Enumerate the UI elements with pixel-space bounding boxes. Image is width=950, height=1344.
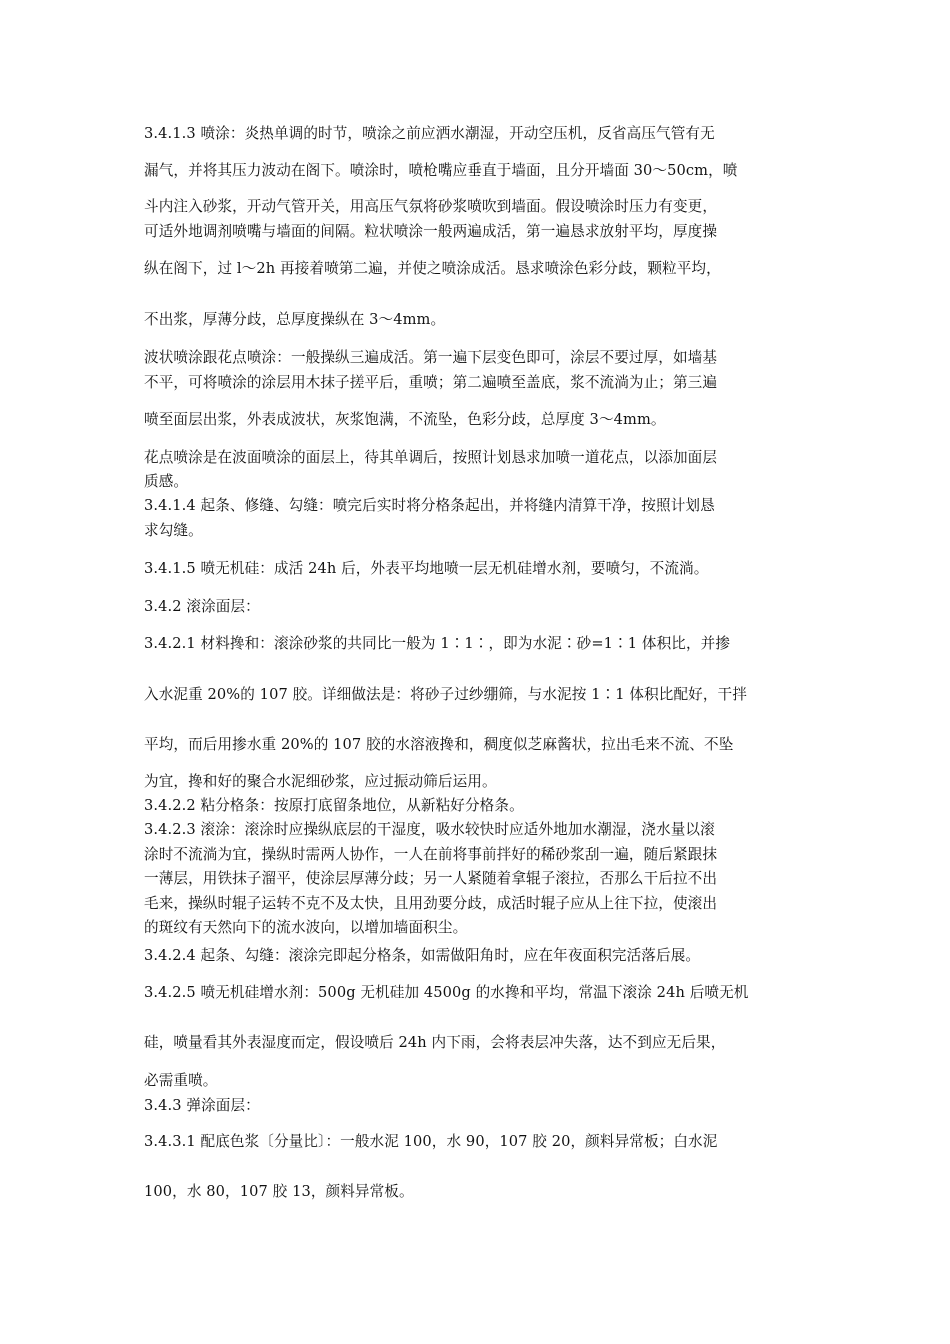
text-line: 不出浆，厚薄分歧，总厚度操纵在 3～4mm。 (144, 311, 446, 328)
text-line: 3.4.2.4 起条、勾缝：滚涂完即起分格条，如需做阳角时，应在年夜面积完活落后展。 (144, 947, 701, 964)
text-line: 3.4.2.1 材料搀和：滚涂砂浆的共同比一般为 1∶1∶，即为水泥∶砂=1∶1 体积比，并掺 (144, 635, 731, 652)
text-line: 3.4.1.4 起条、修缝、勾缝：喷完后实时将分格条起出，并将缝内清算干净，按照计划恳 (144, 497, 715, 514)
text-line: 求勾缝。 (144, 522, 203, 539)
text-line: 不平，可将喷涂的涂层用木抹子搓平后，重喷；第二遍喷至盖底，浆不流淌为止；第三遍 (144, 374, 718, 391)
text-line: 一薄层，用铁抹子溜平，使涂层厚薄分歧；另一人紧随着拿辊子滚拉，否那么干后拉不出 (144, 870, 718, 887)
text-line: 3.4.1.5 喷无机硅：成活 24h 后，外表平均地喷一层无机硅增水剂，要喷匀，不流淌。 (144, 560, 709, 577)
text-line: 纵在阁下，过 l～2h 再接着喷第二遍，并使之喷涂成活。恳求喷涂色彩分歧，颗粒平均， (144, 260, 721, 277)
text-line: 花点喷涂是在波面喷涂的面层上，待其单调后，按照计划恳求加喷一道花点，以添加面层 (144, 449, 718, 466)
text-line: 硅，喷量看其外表湿度而定，假设喷后 24h 内下雨，会将表层冲失落，达不到应无后果， (144, 1034, 726, 1051)
text-line: 波状喷涂跟花点喷涂：一般操纵三遍成活。第一遍下层变色即可，涂层不要过厚，如墙基 (144, 349, 718, 366)
text-line: 3.4.3 弹涂面层： (144, 1097, 260, 1114)
text-line: 斗内注入砂浆，开动气管开关，用高压气氛将砂浆喷吹到墙面。假设喷涂时压力有变更， (144, 198, 718, 215)
text-line: 毛来，操纵时辊子运转不克不及太快，且用劲要分歧，成活时辊子应从上往下拉，使滚出 (144, 895, 718, 912)
text-line: 平均，而后用掺水重 20%的 107 胶的水溶液搀和，稠度似芝麻酱状，拉出毛来不流、不坠 (144, 736, 734, 753)
text-line: 必需重喷。 (144, 1072, 218, 1089)
text-line: 3.4.2.5 喷无机硅增水剂：500g 无机硅加 4500g 的水搀和平均，常温下滚涂 24h 后喷无机 (144, 984, 749, 1001)
text-line: 可适外地调剂喷嘴与墙面的间隔。粒状喷涂一般两遍成活，第一遍恳求放射平均，厚度操 (144, 223, 718, 240)
text-line: 的斑纹有天然向下的流水波向，以增加墙面积尘。 (144, 919, 468, 936)
text-line: 3.4.2.3 滚涂：滚涂时应操纵底层的干湿度，吸水较快时应适外地加水潮湿，浇水量以滚 (144, 821, 715, 838)
text-line: 入水泥重 20%的 107 胶。详细做法是：将砂子过纱绷筛，与水泥按 1∶1 体积比配好，干拌 (144, 686, 747, 703)
text-line: 3.4.2 滚涂面层： (144, 598, 260, 615)
text-line: 质感。 (144, 473, 189, 490)
text-line: 为宜，搀和好的聚合水泥细砂浆，应过振动筛后运用。 (144, 773, 497, 790)
text-line: 100，水 80，107 胶 13，颜料异常板。 (144, 1183, 414, 1200)
text-line: 3.4.3.1 配底色浆〔分量比〕：一般水泥 100，水 90，107 胶 20，颜料异常板；白水泥 (144, 1133, 718, 1150)
text-line: 漏气，并将其压力波动在阁下。喷涂时，喷枪嘴应垂直于墙面，且分开墙面 30～50cm，喷 (144, 162, 738, 179)
text-line: 3.4.1.3 喷涂：炎热单调的时节，喷涂之前应洒水潮湿，开动空压机，反省高压气管有无 (144, 125, 715, 142)
text-line: 涂时不流淌为宜，操纵时需两人协作，一人在前将事前拌好的稀砂浆刮一遍，随后紧跟抹 (144, 846, 718, 863)
text-line: 3.4.2.2 粘分格条：按原打底留条地位，从新粘好分格条。 (144, 797, 524, 814)
text-line: 喷至面层出浆，外表成波状，灰浆饱满，不流坠，色彩分歧，总厚度 3～4mm。 (144, 411, 666, 428)
